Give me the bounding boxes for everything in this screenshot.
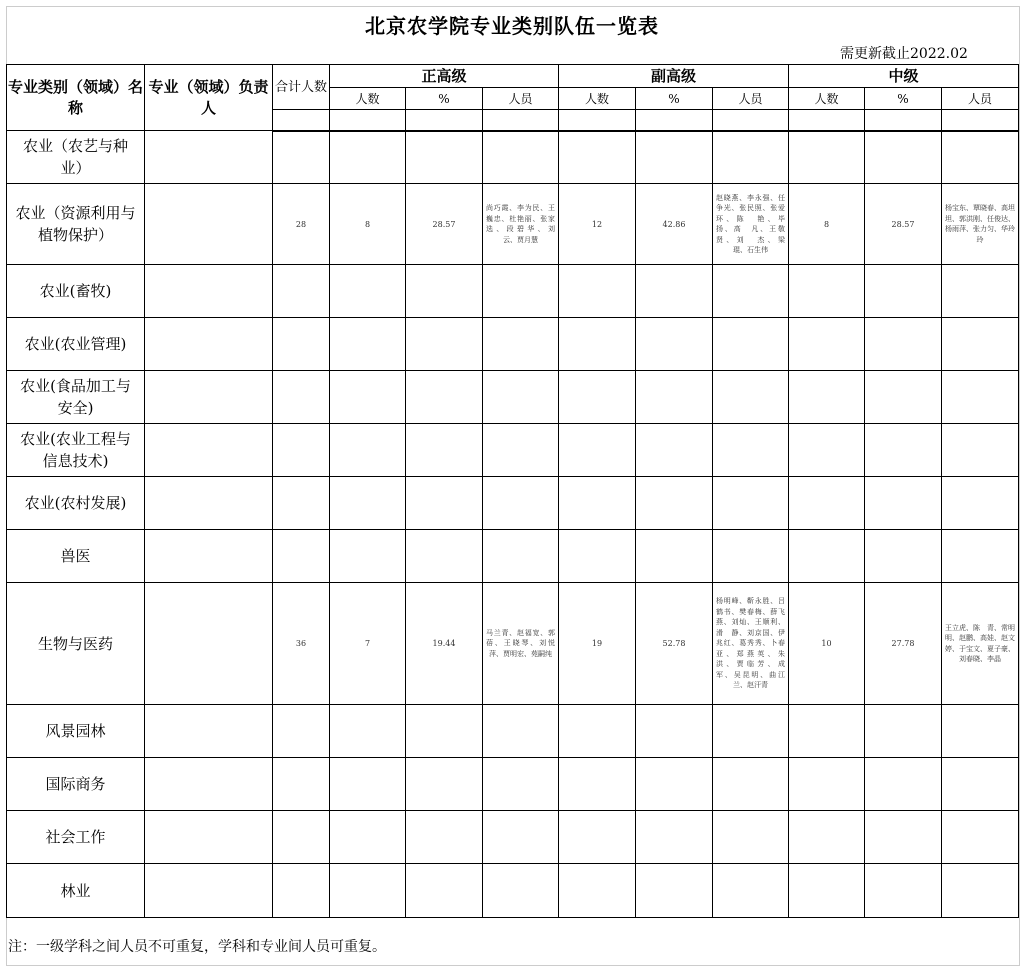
leader-header: 专业（领域）负责人 xyxy=(145,65,273,131)
count-cell: 10 xyxy=(789,583,865,705)
header-blank-cell xyxy=(559,110,636,131)
percent-cell xyxy=(865,318,942,371)
percent-cell xyxy=(865,530,942,583)
table-row xyxy=(7,583,1019,705)
category-cell: 农业(畜牧) xyxy=(7,265,145,318)
percent-cell xyxy=(865,265,942,318)
members-cell xyxy=(942,705,1019,758)
percent-cell xyxy=(865,371,942,424)
vice-percent-header: % xyxy=(636,88,713,110)
mid-members-header: 人员 xyxy=(942,88,1019,110)
count-cell xyxy=(789,131,865,184)
count-cell xyxy=(559,758,636,811)
mid-count-header: 人数 xyxy=(789,88,865,110)
members-cell xyxy=(483,131,559,184)
members-cell xyxy=(713,265,789,318)
header-blank-cell xyxy=(942,110,1019,131)
leader-cell xyxy=(145,530,273,583)
members-cell xyxy=(713,705,789,758)
percent-cell xyxy=(865,864,942,918)
leader-cell xyxy=(145,131,273,184)
members-cell xyxy=(942,265,1019,318)
category-cell: 农业(农村发展) xyxy=(7,477,145,530)
members-cell xyxy=(713,371,789,424)
members-cell: 王立虎、陈 青、常明明、赵鹏、高娃、赵文婷、于宝文、夏子豪、刘春晓、李晶 xyxy=(942,583,1019,705)
members-cell xyxy=(713,758,789,811)
members-cell xyxy=(483,758,559,811)
category-cell: 农业(食品加工与安全) xyxy=(7,371,145,424)
table-row xyxy=(7,811,1019,864)
percent-cell xyxy=(636,477,713,530)
count-cell xyxy=(789,318,865,371)
count-cell xyxy=(789,371,865,424)
category-header: 专业类别（领域）名称 xyxy=(7,65,145,131)
table-row xyxy=(7,424,1019,477)
total-header: 合计人数 xyxy=(273,65,330,110)
count-cell xyxy=(559,477,636,530)
leader-cell xyxy=(145,758,273,811)
senior-header: 正高级 xyxy=(330,65,559,88)
count-cell xyxy=(789,530,865,583)
percent-cell: 27.78 xyxy=(865,583,942,705)
members-cell: 杨宝东、覃晓春、高坦坦、郭洪刚、任俊达、杨雨萍、张力匀、华玲玲 xyxy=(942,184,1019,265)
update-note: 需更新截止2022.02 xyxy=(840,46,968,62)
members-cell xyxy=(483,477,559,530)
members-cell xyxy=(713,530,789,583)
table-row xyxy=(7,371,1019,424)
category-cell: 农业（农艺与种业） xyxy=(7,131,145,184)
percent-cell xyxy=(406,758,483,811)
page-title: 北京农学院专业类别队伍一览表 xyxy=(365,14,659,38)
percent-cell xyxy=(636,864,713,918)
category-cell: 兽医 xyxy=(7,530,145,583)
count-cell xyxy=(273,318,330,371)
header-blank-cell xyxy=(406,110,483,131)
table-row xyxy=(7,477,1019,530)
category-cell: 林业 xyxy=(7,864,145,918)
members-cell xyxy=(713,318,789,371)
count-cell xyxy=(559,265,636,318)
members-cell xyxy=(713,811,789,864)
members-cell xyxy=(483,424,559,477)
count-cell xyxy=(330,318,406,371)
count-cell xyxy=(273,864,330,918)
header-blank-cell xyxy=(273,110,330,131)
members-cell xyxy=(713,131,789,184)
count-cell xyxy=(330,131,406,184)
members-cell xyxy=(483,318,559,371)
members-cell xyxy=(942,318,1019,371)
count-cell xyxy=(273,477,330,530)
count-cell: 36 xyxy=(273,583,330,705)
count-cell: 12 xyxy=(559,184,636,265)
count-cell: 8 xyxy=(330,184,406,265)
percent-cell xyxy=(406,530,483,583)
count-cell xyxy=(273,424,330,477)
percent-cell xyxy=(406,864,483,918)
percent-cell xyxy=(636,705,713,758)
leader-cell xyxy=(145,265,273,318)
count-cell xyxy=(330,265,406,318)
members-cell xyxy=(483,371,559,424)
percent-cell xyxy=(865,424,942,477)
members-cell: 尚巧霞、李为民、王巍忠、杜艳丽、张家选、段碧华、刘 云、贾月慧 xyxy=(483,184,559,265)
members-cell xyxy=(483,530,559,583)
count-cell xyxy=(789,424,865,477)
leader-cell xyxy=(145,705,273,758)
count-cell xyxy=(330,424,406,477)
count-cell xyxy=(789,705,865,758)
percent-cell: 19.44 xyxy=(406,583,483,705)
count-cell xyxy=(559,705,636,758)
vice-count-header: 人数 xyxy=(559,88,636,110)
percent-cell xyxy=(406,318,483,371)
leader-cell xyxy=(145,184,273,265)
senior-members-header: 人员 xyxy=(483,88,559,110)
vice-senior-header: 副高级 xyxy=(559,65,789,88)
members-cell: 杨明峰、靳永胜、吕鹤书、樊春梅、薛飞燕、刘灿、王顺利、滑 静、刘京国、伊兆红、葛秀秀、卜春亚、郑燕英、朱 洪、贾临芳、成 军、吴昆明、曲江兰、赵汗青 xyxy=(713,583,789,705)
table-row xyxy=(7,131,1019,184)
leader-cell xyxy=(145,318,273,371)
percent-cell xyxy=(636,318,713,371)
category-cell: 农业(农业管理) xyxy=(7,318,145,371)
members-cell xyxy=(942,758,1019,811)
count-cell: 7 xyxy=(330,583,406,705)
members-cell xyxy=(713,424,789,477)
members-cell: 赵晓燕、李永强、任争光、张民照、张爱环、陈 艳、毕 扬、高 凡、王敬贤、刘 杰、梁 琨、石生伟 xyxy=(713,184,789,265)
percent-cell xyxy=(865,758,942,811)
count-cell xyxy=(559,424,636,477)
header-blank-cell xyxy=(789,110,865,131)
category-cell: 社会工作 xyxy=(7,811,145,864)
percent-cell xyxy=(406,477,483,530)
percent-cell xyxy=(406,131,483,184)
percent-cell xyxy=(636,758,713,811)
category-cell: 风景园林 xyxy=(7,705,145,758)
count-cell xyxy=(559,811,636,864)
percent-cell: 42.86 xyxy=(636,184,713,265)
count-cell xyxy=(273,811,330,864)
percent-cell xyxy=(636,131,713,184)
members-cell xyxy=(713,477,789,530)
table-row xyxy=(7,705,1019,758)
members-cell xyxy=(942,424,1019,477)
category-cell: 国际商务 xyxy=(7,758,145,811)
header-blank-cell xyxy=(865,110,942,131)
count-cell xyxy=(330,864,406,918)
count-cell xyxy=(273,530,330,583)
staff-table xyxy=(6,64,1019,918)
count-cell xyxy=(273,131,330,184)
table-row xyxy=(7,758,1019,811)
count-cell xyxy=(789,758,865,811)
vice-members-header: 人员 xyxy=(713,88,789,110)
leader-cell xyxy=(145,477,273,530)
members-cell xyxy=(713,864,789,918)
table-row xyxy=(7,318,1019,371)
footnote: 注：一级学科之间人员不可重复，学科和专业间人员可重复。 xyxy=(8,939,386,955)
count-cell xyxy=(559,864,636,918)
percent-cell xyxy=(636,265,713,318)
percent-cell xyxy=(636,811,713,864)
percent-cell xyxy=(865,811,942,864)
header-blank-cell xyxy=(636,110,713,131)
count-cell xyxy=(789,864,865,918)
category-cell: 农业（资源利用与植物保护） xyxy=(7,184,145,265)
count-cell xyxy=(273,371,330,424)
members-cell: 马兰青、赵福宽、郭 蓓、王晓琴、刘悦萍、贾明宏、苑嗣纯 xyxy=(483,583,559,705)
percent-cell xyxy=(406,371,483,424)
leader-cell xyxy=(145,371,273,424)
percent-cell xyxy=(865,477,942,530)
count-cell xyxy=(330,705,406,758)
count-cell xyxy=(273,705,330,758)
percent-cell xyxy=(865,705,942,758)
table-row xyxy=(7,184,1019,265)
members-cell xyxy=(942,477,1019,530)
header-blank-cell xyxy=(483,110,559,131)
mid-percent-header: % xyxy=(865,88,942,110)
count-cell xyxy=(330,530,406,583)
members-cell xyxy=(942,530,1019,583)
percent-cell xyxy=(406,705,483,758)
members-cell xyxy=(483,705,559,758)
count-cell xyxy=(789,811,865,864)
leader-cell xyxy=(145,811,273,864)
leader-cell xyxy=(145,864,273,918)
percent-cell xyxy=(865,131,942,184)
count-cell xyxy=(273,758,330,811)
percent-cell xyxy=(406,811,483,864)
percent-cell: 52.78 xyxy=(636,583,713,705)
header-blank-cell xyxy=(330,110,406,131)
percent-cell xyxy=(636,371,713,424)
count-cell xyxy=(330,758,406,811)
count-cell xyxy=(330,477,406,530)
percent-cell: 28.57 xyxy=(865,184,942,265)
senior-percent-header: % xyxy=(406,88,483,110)
category-cell: 农业(农业工程与信息技术) xyxy=(7,424,145,477)
count-cell xyxy=(559,131,636,184)
leader-cell xyxy=(145,424,273,477)
count-cell xyxy=(330,811,406,864)
count-cell xyxy=(789,265,865,318)
members-cell xyxy=(942,371,1019,424)
percent-cell xyxy=(636,530,713,583)
header-blank-cell xyxy=(713,110,789,131)
count-cell xyxy=(559,318,636,371)
senior-count-header: 人数 xyxy=(330,88,406,110)
table-row xyxy=(7,864,1019,918)
intermediate-header: 中级 xyxy=(789,65,1019,88)
percent-cell xyxy=(406,424,483,477)
members-cell xyxy=(483,811,559,864)
count-cell xyxy=(273,265,330,318)
count-cell xyxy=(559,371,636,424)
count-cell: 19 xyxy=(559,583,636,705)
count-cell xyxy=(789,477,865,530)
percent-cell: 28.57 xyxy=(406,184,483,265)
members-cell xyxy=(942,864,1019,918)
count-cell: 28 xyxy=(273,184,330,265)
members-cell xyxy=(483,864,559,918)
members-cell xyxy=(483,265,559,318)
leader-cell xyxy=(145,583,273,705)
members-cell xyxy=(942,811,1019,864)
table-row xyxy=(7,265,1019,318)
count-cell xyxy=(330,371,406,424)
category-cell: 生物与医药 xyxy=(7,583,145,705)
percent-cell xyxy=(406,265,483,318)
header-row-1 xyxy=(7,65,1019,88)
table-row xyxy=(7,530,1019,583)
members-cell xyxy=(942,131,1019,184)
percent-cell xyxy=(636,424,713,477)
count-cell: 8 xyxy=(789,184,865,265)
count-cell xyxy=(559,530,636,583)
